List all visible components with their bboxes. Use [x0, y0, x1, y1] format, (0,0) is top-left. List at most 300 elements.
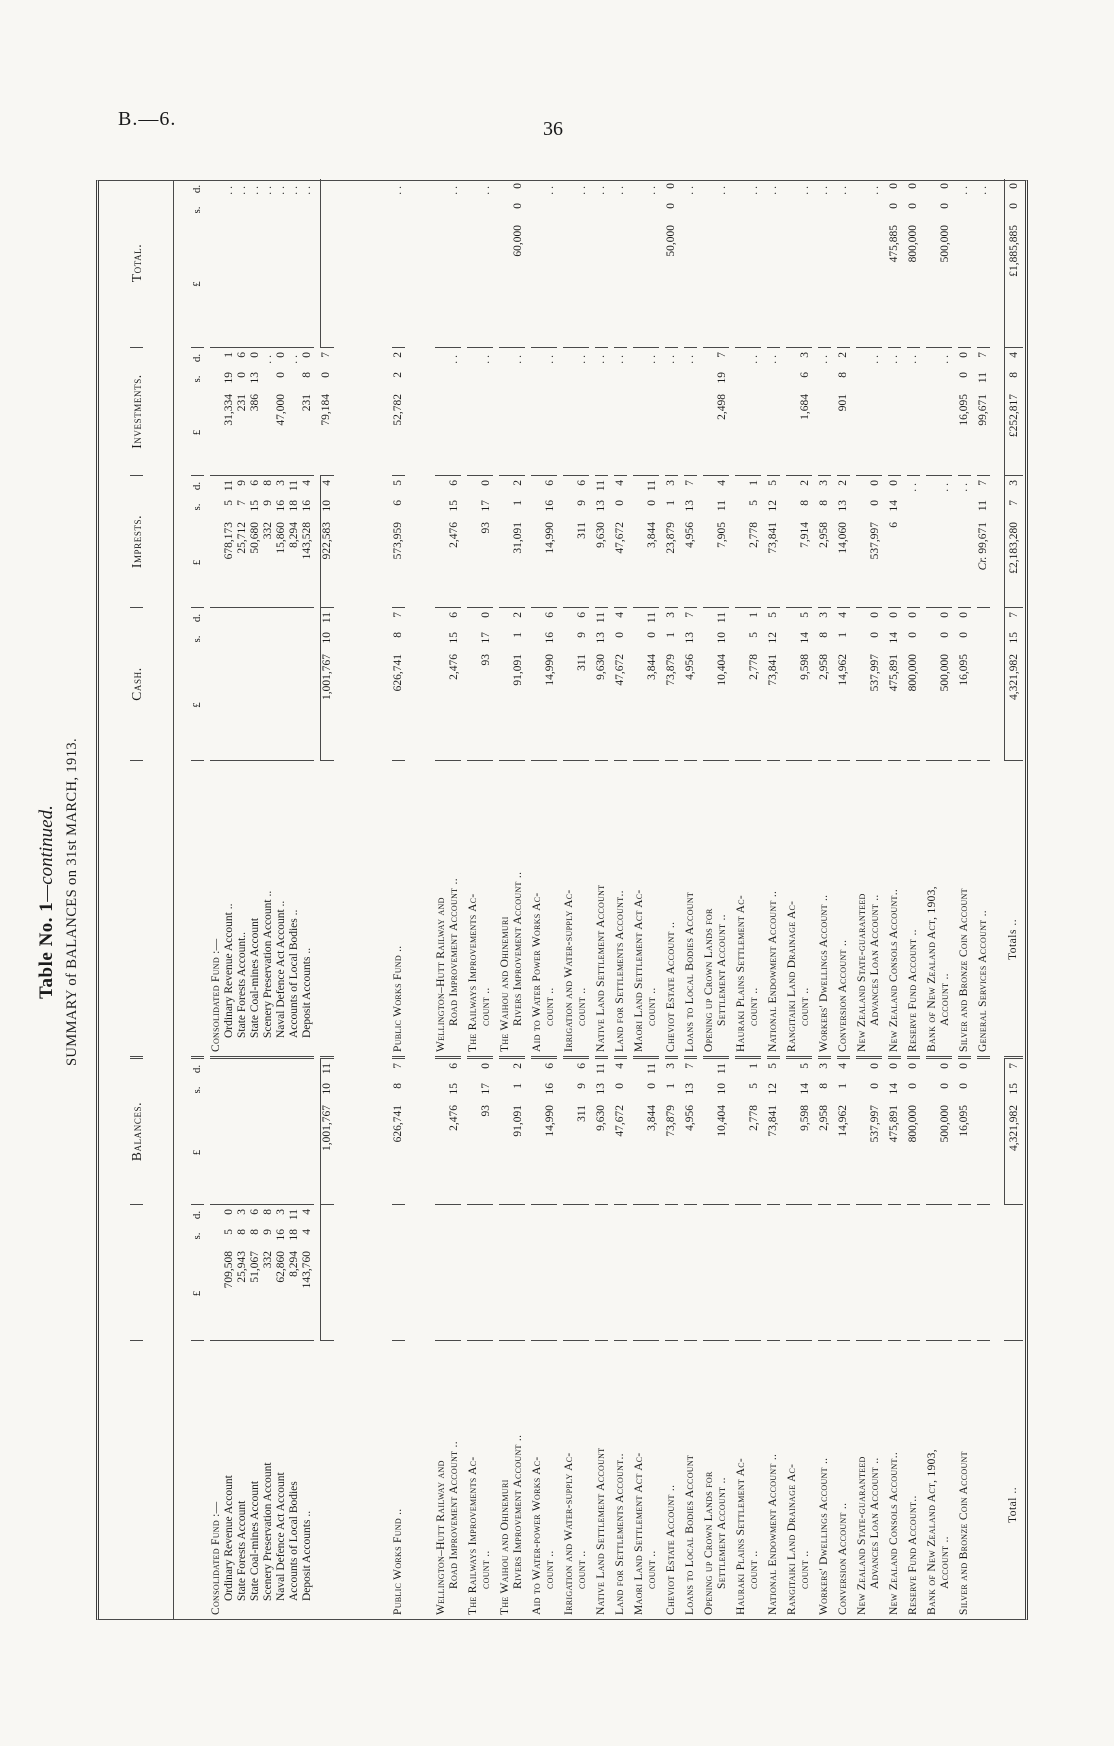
header-imprests: Imprests.	[130, 476, 143, 608]
total-amount: ..	[480, 179, 493, 348]
account-name-right: New Zealand Consols Account..	[888, 761, 901, 1059]
investments-amount: ..	[646, 348, 659, 476]
balances-amount: 9,630 13 11	[595, 1059, 608, 1205]
investments-amount: ..	[684, 348, 697, 476]
balances-amount: 16,095 0 0	[958, 1059, 971, 1205]
imprests-amount: 2,476 15 6	[448, 476, 461, 608]
account-name-left: Public Works Fund ..	[392, 1508, 404, 1615]
total-amount: ..	[544, 179, 557, 348]
total-amount: ..	[223, 179, 236, 348]
items-amount	[320, 1205, 334, 1341]
total-amount: ..	[301, 179, 314, 348]
investments-amount	[499, 348, 512, 476]
account-name-right: State Coal-mines Account	[249, 761, 262, 1059]
account-name-right: Aid to Water Power Works Ac-	[531, 761, 544, 1059]
lsd-spacer	[191, 1341, 204, 1619]
balances-amount: 14,990 16 6	[544, 1059, 557, 1205]
investments-amount: ..	[767, 348, 780, 476]
account-name-left: The Waihou and Ohinemuri	[499, 1479, 511, 1615]
imprests-amount: 25,712 7 9	[236, 476, 249, 608]
report-code: B.—6.	[118, 108, 177, 130]
table-row	[659, 181, 678, 1619]
column-header-row	[99, 181, 174, 1619]
imprests-amount: 14,990 16 6	[544, 476, 557, 608]
cash-amount: 93 17 0	[480, 608, 493, 761]
lsd-label: £ s. d.	[191, 608, 204, 761]
account-name-left: Workers' Dwellings Account ..	[818, 1457, 830, 1615]
table-row	[262, 181, 275, 1619]
balances-amount	[210, 1059, 223, 1205]
cash-amount: 500,000 0 0	[939, 608, 952, 761]
table-row	[210, 181, 223, 1619]
imprests-amount: 678,173 5 11	[223, 476, 236, 608]
items-amount	[888, 1205, 901, 1341]
balances-amount	[926, 1059, 939, 1205]
items-amount	[633, 1205, 646, 1341]
lsd-label: £ s. d.	[191, 348, 204, 476]
cash-amount: 2,958 8 3	[818, 608, 831, 761]
lsd-label: £ s. d.	[191, 1205, 204, 1341]
imprests-amount: Cr.99,671 11 7	[977, 476, 990, 608]
table-row	[869, 181, 882, 1619]
account-name-left: Deposit Accounts ..	[301, 1510, 313, 1601]
account-name-left: Loans to Local Bodies Account	[684, 1454, 696, 1615]
account-name-right: Deposit Accounts ..	[301, 761, 314, 1059]
cash-amount: 537,997 0 0	[869, 608, 882, 761]
account-name-right: count ..	[480, 761, 493, 1059]
total-amount	[633, 179, 646, 348]
imprests-amount: ..	[939, 476, 952, 608]
table-row	[314, 181, 334, 1619]
account-name-right	[320, 761, 334, 1059]
cash-amount	[288, 608, 301, 761]
account-name-left: count ..	[576, 1550, 588, 1589]
total-amount	[563, 179, 576, 348]
balances-amount: 1,001,767 10 11	[320, 1059, 334, 1205]
cash-amount	[236, 608, 249, 761]
items-amount: 143,760 4 4	[301, 1205, 314, 1341]
account-name-right: Reserve Fund Account ..	[907, 761, 920, 1059]
table-frame	[96, 180, 1028, 1620]
table-row	[275, 181, 288, 1619]
table-row	[512, 181, 525, 1619]
account-name-right: Naval Defence Act Account ..	[275, 761, 288, 1059]
items-amount	[665, 1205, 678, 1341]
account-name-right: Conversion Account ..	[837, 761, 850, 1059]
account-name-left: Settlement Account ..	[716, 1477, 728, 1589]
investments-amount: ..	[748, 348, 761, 476]
page-number: 36	[543, 118, 563, 140]
account-name-left: Scenery Preservation Account	[262, 1462, 274, 1601]
cash-amount	[786, 608, 799, 761]
table-row	[971, 181, 990, 1619]
imprests-amount	[210, 476, 223, 608]
total-amount	[467, 179, 480, 348]
imprests-amount	[926, 476, 939, 608]
total-amount: ..	[716, 179, 729, 348]
balances-amount: 4,321,982 15 7	[1004, 1059, 1023, 1205]
lsd-label: £ s. d.	[191, 476, 204, 608]
imprests-amount: 93 17 0	[480, 476, 493, 608]
account-name-left: Rangitaiki Land Drainage Ac-	[786, 1463, 798, 1615]
balances-amount: 311 9 6	[576, 1059, 589, 1205]
investments-amount: 2,498 19 7	[716, 348, 729, 476]
items-amount	[939, 1205, 952, 1341]
items-amount	[926, 1205, 939, 1341]
table-row	[812, 181, 831, 1619]
balances-amount	[499, 1059, 512, 1205]
table-row	[249, 181, 262, 1619]
total-amount: ..	[614, 179, 627, 348]
items-amount: 25,943 8 3	[236, 1205, 249, 1341]
cash-amount: 9,598 14 5	[799, 608, 812, 761]
investments-amount: 231 8 0	[301, 348, 314, 476]
imprests-amount: 2,958 8 3	[818, 476, 831, 608]
cash-amount	[563, 608, 576, 761]
total-amount: ..	[262, 179, 275, 348]
balances-amount: 93 17 0	[480, 1059, 493, 1205]
cash-amount	[633, 608, 646, 761]
header-total: Total.	[130, 179, 143, 348]
investments-amount: ..	[888, 348, 901, 476]
account-name-left: Native Land Settlement Account	[595, 1447, 607, 1615]
account-name-left: Hauraki Plains Settlement Ac-	[735, 1457, 747, 1615]
account-name-right: National Endowment Account ..	[767, 761, 780, 1059]
account-name-right: Wellington–Hutt Railway and	[435, 761, 448, 1059]
table-row	[576, 181, 589, 1619]
imprests-amount: 2,778 5 1	[748, 476, 761, 608]
items-amount	[907, 1205, 920, 1341]
account-name-left: Cheviot Estate Account ..	[665, 1484, 677, 1615]
lsd-label: £ s. d.	[191, 1059, 204, 1205]
imprests-amount: 7,914 8 2	[799, 476, 812, 608]
balances-amount: 4,956 13 7	[684, 1059, 697, 1205]
header-cash: Cash.	[130, 608, 143, 761]
items-amount	[392, 1205, 405, 1341]
table-row	[729, 181, 748, 1619]
investments-amount: ..	[907, 348, 920, 476]
table-row	[608, 181, 627, 1619]
table-row	[589, 181, 608, 1619]
account-name-left: Ordinary Revenue Account	[223, 1475, 235, 1601]
balances-amount: 9,598 14 5	[799, 1059, 812, 1205]
items-amount	[595, 1205, 608, 1341]
imprests-amount	[703, 476, 716, 608]
account-name-left: Irrigation and Water-supply Ac-	[563, 1452, 575, 1615]
investments-amount: 99,671 11 7	[977, 348, 990, 476]
imprests-amount: 311 9 6	[576, 476, 589, 608]
account-name-right: The Waihou and Ohinemuri	[499, 761, 512, 1059]
balances-amount	[275, 1059, 288, 1205]
balances-amount	[563, 1059, 576, 1205]
items-amount	[499, 1205, 512, 1341]
investments-amount	[735, 348, 748, 476]
items-amount	[818, 1205, 831, 1341]
cash-amount: 9,630 13 11	[595, 608, 608, 761]
items-amount	[435, 1205, 448, 1341]
cash-amount: 626,741 8 7	[392, 608, 405, 761]
total-amount	[499, 179, 512, 348]
cash-amount	[262, 608, 275, 761]
cash-amount: 4,956 13 7	[684, 608, 697, 761]
imprests-amount	[499, 476, 512, 608]
total-amount: ..	[977, 179, 990, 348]
cash-amount	[499, 608, 512, 761]
imprests-amount: 4,956 13 7	[684, 476, 697, 608]
cash-amount: 311 9 6	[576, 608, 589, 761]
total-amount	[786, 179, 799, 348]
imprests-amount	[633, 476, 646, 608]
cash-amount: 47,672 0 4	[614, 608, 627, 761]
cash-amount: 4,321,982 15 7	[1004, 608, 1023, 761]
investments-amount: 1,684 6 3	[799, 348, 812, 476]
imprests-amount: 6 14 0	[888, 476, 901, 608]
imprests-amount: 8,294 18 11	[288, 476, 301, 608]
total-amount: ..	[767, 179, 780, 348]
balances-amount: 2,476 15 6	[448, 1059, 461, 1205]
balances-amount	[531, 1059, 544, 1205]
items-amount	[748, 1205, 761, 1341]
balances-amount: 91,091 1 2	[512, 1059, 525, 1205]
table-row	[557, 181, 576, 1619]
imprests-amount	[563, 476, 576, 608]
balances-amount	[633, 1059, 646, 1205]
investments-amount	[703, 348, 716, 476]
cash-amount	[223, 608, 236, 761]
items-amount	[856, 1205, 869, 1341]
table-row	[334, 181, 405, 1619]
cash-amount: 2,778 5 1	[748, 608, 761, 761]
items-amount	[958, 1205, 971, 1341]
investments-amount	[786, 348, 799, 476]
table-row	[646, 181, 659, 1619]
account-name-right: State Forests Account..	[236, 761, 249, 1059]
total-amount: ..	[448, 179, 461, 348]
imprests-amount: £2,183,280 7 3	[1004, 476, 1023, 608]
cash-amount: 2,476 15 6	[448, 608, 461, 761]
total-amount: ..	[249, 179, 262, 348]
cash-amount: 800,000 0 0	[907, 608, 920, 761]
account-name-right: Rivers Improvement Account ..	[512, 761, 525, 1059]
header-accounts-right	[130, 761, 143, 1059]
total-amount: 50,000 0 0	[665, 179, 678, 348]
account-name-left: Silver and Bronze Coin Account	[958, 1451, 970, 1615]
investments-amount	[435, 348, 448, 476]
total-amount	[856, 179, 869, 348]
items-amount	[480, 1205, 493, 1341]
account-name-left	[977, 1341, 990, 1619]
account-name-right: Account ..	[939, 761, 952, 1059]
items-amount	[467, 1205, 480, 1341]
account-name-left: New Zealand Consols Account..	[888, 1451, 900, 1615]
lsd-spacer	[191, 761, 204, 1059]
cash-amount: 1,001,767 10 11	[320, 608, 334, 761]
investments-amount	[467, 348, 480, 476]
balances-amount: 626,741 8 7	[392, 1059, 405, 1205]
rotated-table-area	[30, 176, 1050, 1628]
investments-amount: 52,782 2 2	[392, 348, 405, 476]
items-amount: 8,294 18 11	[288, 1205, 301, 1341]
investments-amount	[563, 348, 576, 476]
items-amount	[977, 1205, 990, 1341]
investments-amount: ..	[869, 348, 882, 476]
table-reading-orientation	[30, 176, 1050, 1628]
total-amount: ..	[236, 179, 249, 348]
cash-amount: 73,841 12 5	[767, 608, 780, 761]
header-items	[130, 1205, 143, 1341]
account-name-right: Hauraki Plains Settlement Ac-	[735, 761, 748, 1059]
total-amount: ..	[684, 179, 697, 348]
account-name-right: Land for Settlements Account..	[614, 761, 627, 1059]
balances-amount: 2,958 8 3	[818, 1059, 831, 1205]
investments-amount: ..	[665, 348, 678, 476]
account-name-left: New Zealand State-guaranteed	[856, 1456, 868, 1615]
items-amount	[799, 1205, 812, 1341]
account-name-right: Totals ..	[1004, 761, 1023, 1059]
balances-amount	[735, 1059, 748, 1205]
lsd-label: £ s. d.	[191, 179, 204, 348]
balances-amount: 10,404 10 11	[716, 1059, 729, 1205]
balances-amount: 3,844 0 11	[646, 1059, 659, 1205]
investments-amount: 901 8 2	[837, 348, 850, 476]
table-body	[206, 181, 1025, 1619]
account-name-right: Accounts of Local Bodies ..	[288, 761, 301, 1059]
table-row	[627, 181, 646, 1619]
account-name-left: Land for Settlements Account..	[614, 1453, 626, 1615]
total-amount: 60,000 0 0	[512, 179, 525, 348]
cash-amount	[435, 608, 448, 761]
table-row	[850, 181, 869, 1619]
total-amount: ..	[837, 179, 850, 348]
account-name-left: Reserve Fund Account..	[907, 1495, 919, 1615]
balances-amount	[467, 1059, 480, 1205]
table-row	[748, 181, 761, 1619]
total-amount: £1,885,885 0 0	[1004, 179, 1023, 348]
cash-amount	[249, 608, 262, 761]
account-name-left: Wellington–Hutt Railway and	[435, 1460, 447, 1615]
balances-amount: 537,997 0 0	[869, 1059, 882, 1205]
header-accounts-left	[130, 1341, 143, 1619]
investments-amount: ..	[512, 348, 525, 476]
account-name-right: New Zealand State-guaranteed	[856, 761, 869, 1059]
table-row	[780, 181, 799, 1619]
total-amount: ..	[818, 179, 831, 348]
imprests-amount: 537,997 0 0	[869, 476, 882, 608]
table-row	[236, 181, 249, 1619]
items-amount	[210, 1205, 223, 1341]
cash-amount: 14,990 16 6	[544, 608, 557, 761]
account-name-left: Opening up Crown Lands for	[703, 1471, 715, 1615]
items-amount	[786, 1205, 799, 1341]
items-amount	[563, 1205, 576, 1341]
balances-amount: 73,879 1 3	[665, 1059, 678, 1205]
balances-amount	[236, 1059, 249, 1205]
account-name-left: Road Improvement Account ..	[448, 1441, 460, 1589]
total-amount: ..	[576, 179, 589, 348]
table-row	[939, 181, 952, 1619]
account-name-left: Total ..	[1007, 1486, 1019, 1523]
table-title	[36, 176, 58, 1628]
imprests-amount: 332 9 8	[262, 476, 275, 608]
cash-amount: 14,962 1 4	[837, 608, 850, 761]
account-name-left: count ..	[480, 1550, 492, 1589]
balances-amount: 800,000 0 0	[907, 1059, 920, 1205]
items-amount	[531, 1205, 544, 1341]
total-amount: 500,000 0 0	[939, 179, 952, 348]
table-row	[761, 181, 780, 1619]
account-name-right: Rangitaiki Land Drainage Ac-	[786, 761, 799, 1059]
imprests-amount: 3,844 0 11	[646, 476, 659, 608]
cash-amount: 73,879 1 3	[665, 608, 678, 761]
balances-amount	[301, 1059, 314, 1205]
table-row	[990, 181, 1023, 1619]
table-row	[288, 181, 301, 1619]
cash-amount	[275, 608, 288, 761]
balances-amount	[249, 1059, 262, 1205]
balances-amount: 14,962 1 4	[837, 1059, 850, 1205]
account-name-left: Accounts of Local Bodies	[288, 1481, 300, 1601]
account-name-right: Maori Land Settlement Act Ac-	[633, 761, 646, 1059]
items-amount	[837, 1205, 850, 1341]
imprests-amount: 47,672 0 4	[614, 476, 627, 608]
items-amount	[869, 1205, 882, 1341]
imprests-amount: ..	[958, 476, 971, 608]
account-name-right: Scenery Preservation Account ..	[262, 761, 275, 1059]
total-amount	[735, 179, 748, 348]
total-amount: ..	[288, 179, 301, 348]
items-amount	[448, 1205, 461, 1341]
total-amount: 475,885 0 0	[888, 179, 901, 348]
balances-amount: 500,000 0 0	[939, 1059, 952, 1205]
investments-amount: ..	[480, 348, 493, 476]
imprests-amount: ..	[907, 476, 920, 608]
imprests-amount: 50,680 15 6	[249, 476, 262, 608]
table-row	[697, 181, 716, 1619]
investments-amount: ..	[262, 348, 275, 476]
account-name-left: Rivers Improvement Account ..	[512, 1434, 524, 1589]
account-name-right: The Railways Improvements Ac-	[467, 761, 480, 1059]
account-name-left: National Endowment Account ..	[767, 1453, 779, 1615]
account-name-left	[320, 1341, 334, 1619]
table-row	[882, 181, 901, 1619]
account-name-right: Settlement Account ..	[716, 761, 729, 1059]
table-row	[831, 181, 850, 1619]
investments-amount: ..	[448, 348, 461, 476]
account-name-right: Road Improvement Account ..	[448, 761, 461, 1059]
imprests-amount: 73,841 12 5	[767, 476, 780, 608]
account-name-left: count ..	[748, 1550, 760, 1589]
table-title-number: Table No. 1	[36, 901, 57, 999]
imprests-amount: 14,060 13 2	[837, 476, 850, 608]
total-amount: 800,000 0 0	[907, 179, 920, 348]
cash-amount: 16,095 0 0	[958, 608, 971, 761]
imprests-amount: 23,879 1 3	[665, 476, 678, 608]
cash-amount: 3,844 0 11	[646, 608, 659, 761]
total-amount: ..	[799, 179, 812, 348]
items-amount	[703, 1205, 716, 1341]
investments-amount	[633, 348, 646, 476]
imprests-amount	[786, 476, 799, 608]
imprests-amount: 15,860 16 3	[275, 476, 288, 608]
account-name-left: Bank of New Zealand Act, 1903,	[926, 1449, 938, 1615]
investments-amount: ..	[939, 348, 952, 476]
items-amount	[614, 1205, 627, 1341]
account-name-left: Conversion Account ..	[837, 1502, 849, 1615]
items-amount: 332 9 8	[262, 1205, 275, 1341]
table-row	[493, 181, 512, 1619]
total-amount: ..	[646, 179, 659, 348]
cash-amount	[301, 608, 314, 761]
